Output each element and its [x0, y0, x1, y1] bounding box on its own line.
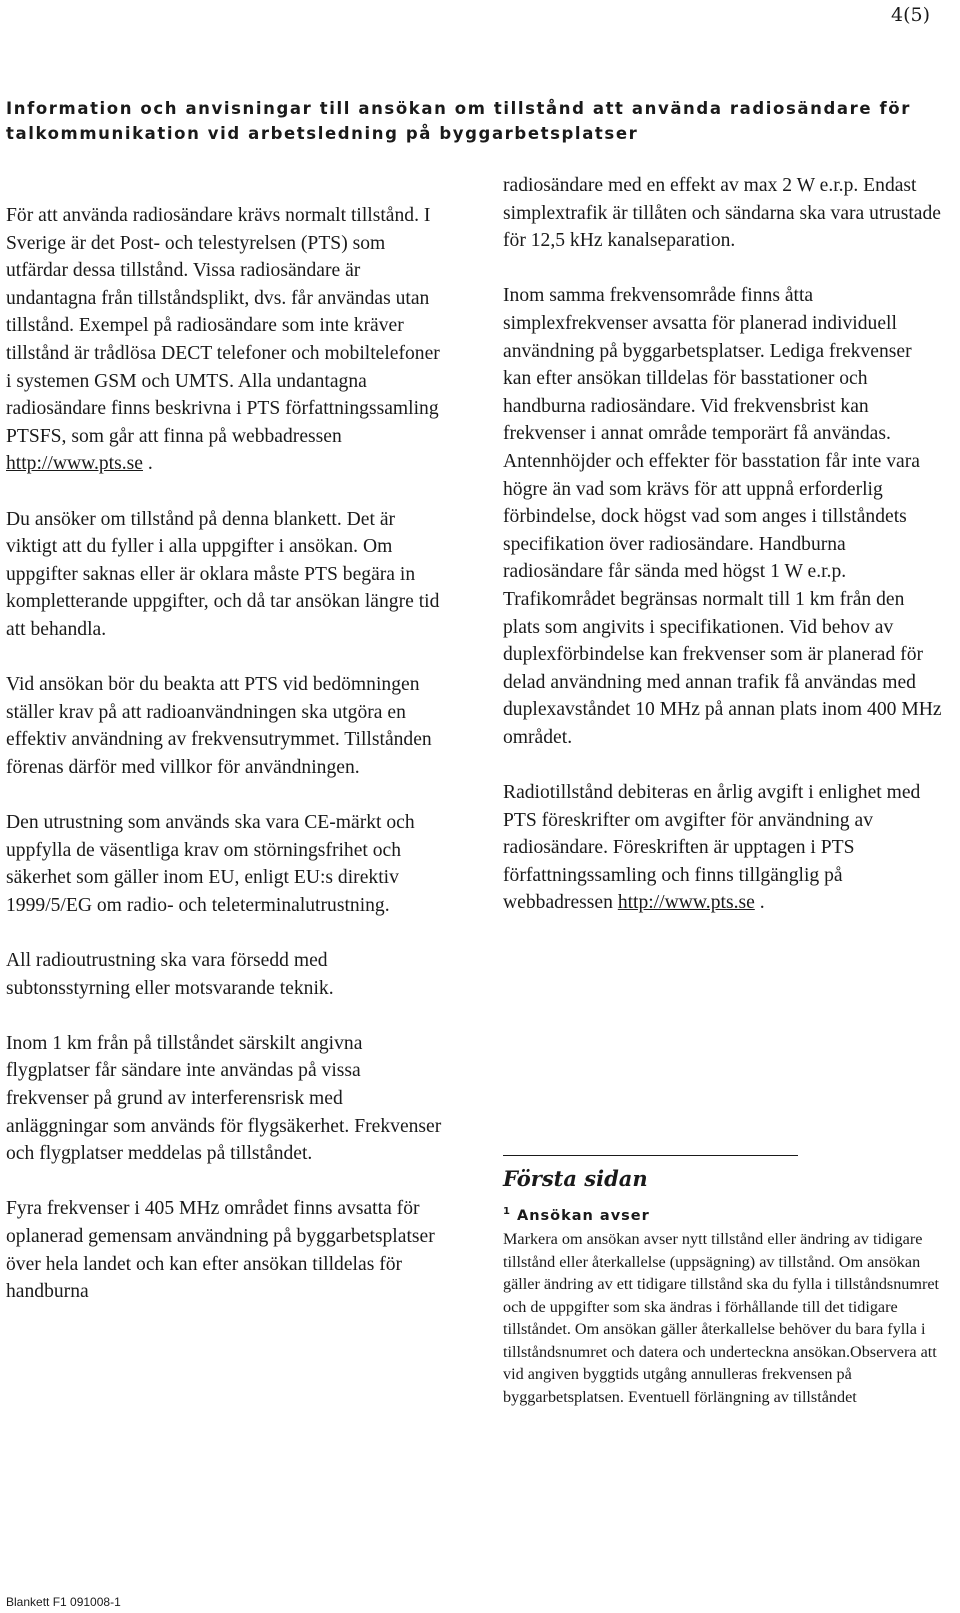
paragraph-subtone: All radioutrustning ska vara försedd med subtonsstyrning eller motsvarande teknik. [6, 950, 334, 999]
paragraph-ce-marking: Den utrustning som används ska vara CE-märkt och uppfylla de väsentliga krav om störningsfrihet och säkerhet som gäller inom EU, enligt EU:s direktiv 1999/5/EG om radio- och teleterminalutrustning. [6, 812, 415, 916]
paragraph-efficient-use: Vid ansökan bör du beakta att PTS vid bedömningen ställer krav på att radioanvändningen ska utgöra en effektiv användning av frekvensutrymmet. Tillstånden förenas därför med villkor för användningen. [6, 674, 432, 778]
paragraph-text: Radiotillstånd debiteras en årlig avgift i enlighet med PTS föreskrifter om avgifter för användning av radiosändare. Föreskriften är upptagen i PTS författningssamling och finns tillgänglig på webbadressen [503, 782, 921, 914]
right-column [503, 172, 943, 917]
note-number: 1 [503, 1206, 511, 1217]
paragraph-405mhz: Fyra frekvenser i 405 MHz området finns avsatta för oplanerad gemensam användning på byggarbetsplatser över hela landet och kan efter ansökan tilldelas för handburna [6, 1198, 435, 1303]
paragraph-text: För att använda radiosändare krävs normalt tillstånd. I Sverige är det Post- och telestyrelsen (PTS) som utfärdar dessa tillstånd. Vissa radiosändare är undantagna från tillståndsplikt, dvs. får användas utan tillstånd. Exempel på radiosändare som inte kräver tillstånd är trådlösa DECT telefoner och mobiltelefoner i systemen GSM och UMTS. Alla undantagna radiosändare finns beskrivna i PTS författningssamling PTSFS, som går att finna på webbadressen [6, 205, 440, 447]
page-number: 4(5) [890, 4, 930, 26]
note-title: Ansökan avser [516, 1207, 650, 1224]
paragraph-permit-requirement [6, 202, 446, 478]
paragraph-airports: Inom 1 km från på tillståndet särskilt angivna flygplatser får sändare inte användas på vissa frekvenser på grund av interferensrisk med anläggningar som används för flygsäkerhet. Frekvenser och flygplatser meddelas på tillståndet. [6, 1032, 442, 1165]
left-column [6, 202, 446, 1306]
punctuation: . [759, 892, 765, 914]
form-footer-code: Blankett F1 091008-1 [6, 1595, 121, 1609]
pts-website-link[interactable]: http://www.pts.se [617, 892, 755, 914]
note-heading [503, 1206, 650, 1224]
paragraph-simplex-frequencies: Inom samma frekvensområde finns åtta simplexfrekvenser avsatta för planerad individuell användning på byggarbetsplatser. Lediga frekvenser kan efter ansökan tilldelas för basstationer och handburna radiosändare. Vid frekvensbrist kan frekvenser i annat område temporärt få användas. Antennhöjder och effekter för basstation får inte vara högre än vad som krävs för att uppnå erforderlig förbindelse, dock högst vad som anges i tillståndets specifikation över radiosändare. Handburna radiosändare får sända med högst 1 W e.r.p. Trafikområdet begränsas normalt till 1 km från den plats som angivits i specifikationen. Vid behov av duplexförbindelse kan frekvenser som är planerad för delad användning med annan trafik få användas med duplexavståndet 10 MHz på annan plats inom 400 MHz området. [503, 285, 942, 748]
pts-website-link[interactable]: http://www.pts.se [6, 453, 143, 475]
section-divider [503, 1155, 798, 1156]
paragraph-power-limit: radiosändare med en effekt av max 2 W e.r.p. Endast simplextrafik är tillåten och sändarna ska vara utrustade för 12,5 kHz kanalseparation. [503, 175, 941, 252]
document-heading: Information och anvisningar till ansökan om tillstånd att använda radiosändare för talkommunikation vid arbetsledning på byggarbetsplatser [6, 99, 911, 143]
punctuation: . [147, 453, 153, 475]
paragraph-fees [503, 779, 943, 917]
section-heading-first-page: Första sidan [503, 1166, 648, 1191]
paragraph-application-form: Du ansöker om tillstånd på denna blankett. Det är viktigt att du fyller i alla uppgifter i ansökan. Om uppgifter saknas eller är oklara måste PTS begära in kompletterande uppgifter, och då tar ansökan längre tid att behandla. [6, 508, 440, 640]
note-body: Markera om ansökan avser nytt tillstånd eller ändring av tidigare tillstånd eller återkallelse (uppsägning) av tillstånd. Om ansökan gäller ändring av ett tidigare tillstånd ska du fylla i tillståndsnumret och de uppgifter som ska ändras i förhållande till det tidigare tillståndet. Om ansökan gäller återkallelse behöver du bara fylla i tillståndsnumret och datera och underteckna ansökan.Observera att vid angiven byggtids utgång annulleras frekvensen på byggarbetsplatsen. Eventuell förlängning av tillståndet [503, 1230, 940, 1406]
